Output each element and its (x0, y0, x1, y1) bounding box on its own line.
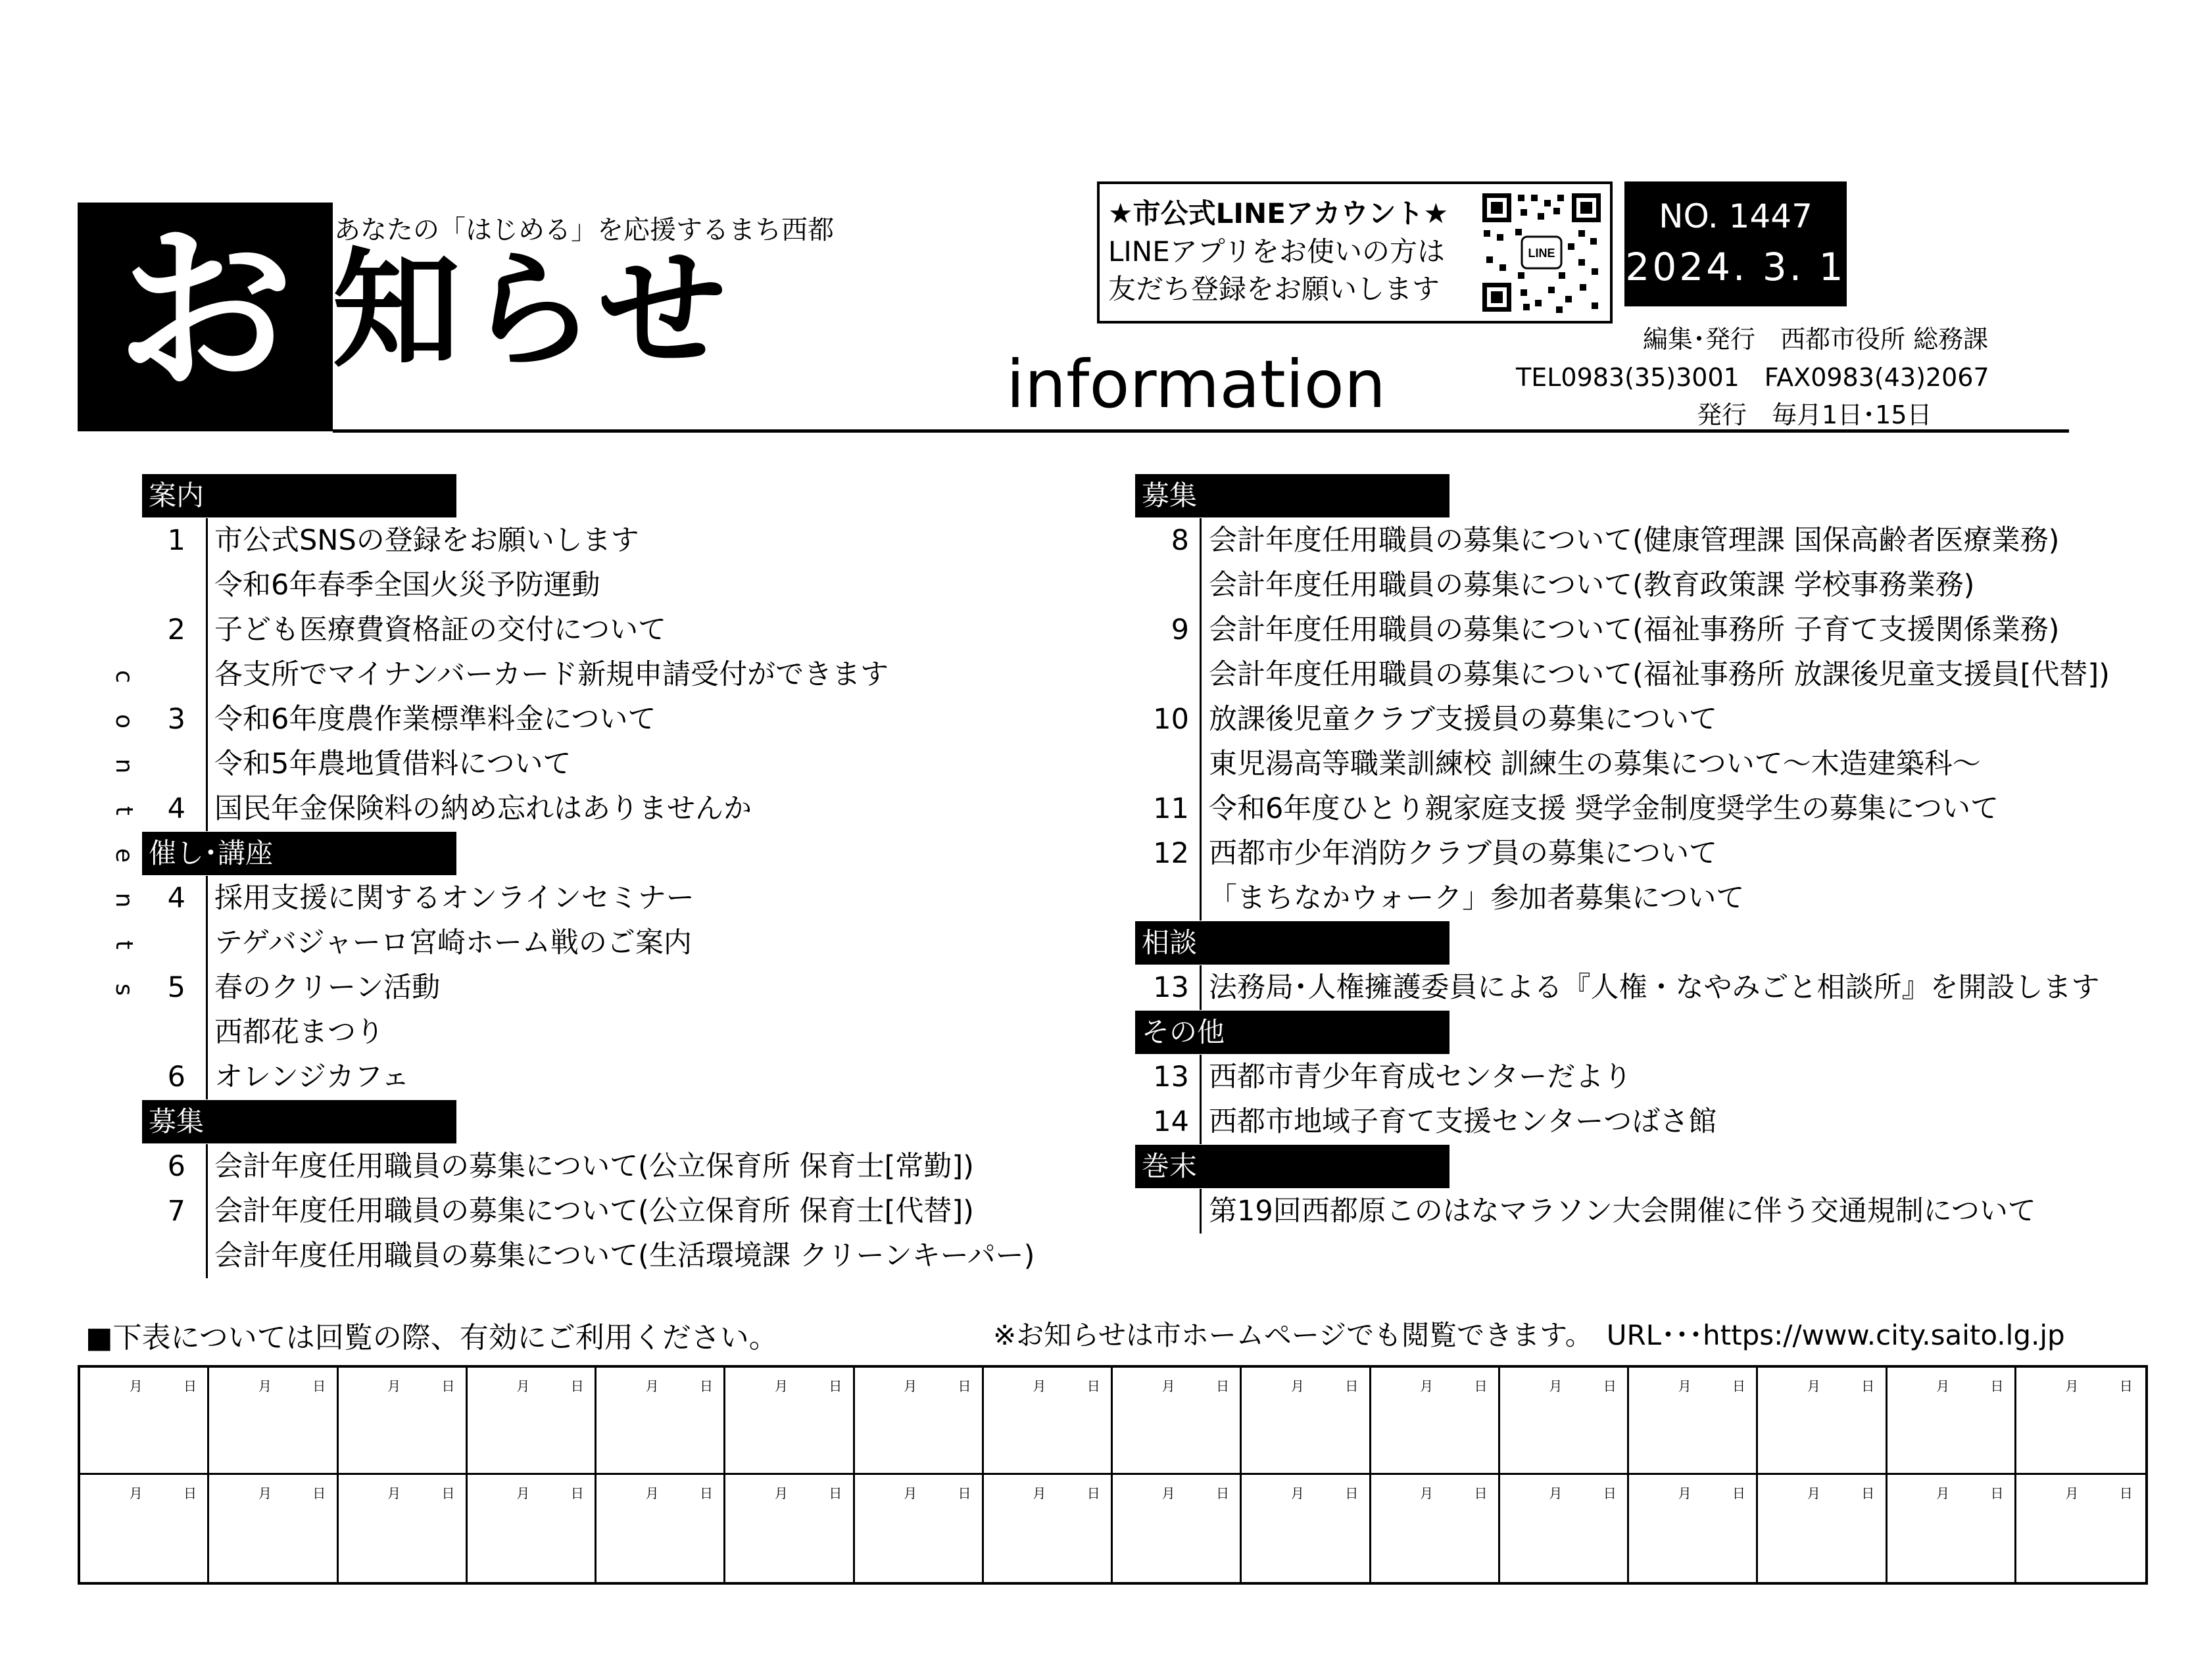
month-label: 月 (1033, 1485, 1046, 1501)
page-number: 4 (167, 882, 185, 915)
day-label: 日 (958, 1378, 971, 1394)
page-number: 4 (167, 792, 185, 825)
day-label: 日 (1861, 1378, 1875, 1394)
date-cell[interactable] (725, 1368, 854, 1475)
month-label: 月 (2065, 1485, 2079, 1501)
month-label: 月 (645, 1378, 659, 1394)
contents-divider (206, 876, 208, 1099)
month-label: 月 (1420, 1485, 1434, 1501)
page-number: 1 (167, 524, 185, 557)
contents-letter: n (110, 758, 137, 774)
month-label: 月 (1033, 1378, 1046, 1394)
month-label: 月 (1678, 1378, 1692, 1394)
month-label: 月 (516, 1378, 530, 1394)
month-label: 月 (1807, 1378, 1820, 1394)
contents-item[interactable]: 西都市地域子育て支援センターつばさ館 (1209, 1105, 1717, 1138)
month-label: 月 (774, 1378, 788, 1394)
section-heading: その他 (1135, 1011, 1449, 1054)
contents-letter: c (110, 670, 137, 683)
contents-item[interactable]: 会計年度任用職員の募集について(福祉事務所 子育て支援関係業務) (1209, 613, 2060, 646)
date-cell[interactable] (1371, 1368, 1500, 1475)
contents-item[interactable]: 東児湯高等職業訓練校 訓練生の募集について～木造建築科～ (1209, 748, 1981, 780)
month-label: 月 (387, 1378, 401, 1394)
contents-item[interactable]: 西都市青少年育成センターだより (1209, 1061, 1632, 1093)
contents-item[interactable]: 「まちなかウォーク」参加者募集について (1209, 882, 1745, 915)
month-label: 月 (1290, 1485, 1304, 1501)
contents-letter: o (110, 713, 137, 729)
day-label: 日 (1603, 1378, 1617, 1394)
section-heading: 案内 (142, 474, 456, 517)
month-label: 月 (2065, 1378, 2079, 1394)
month-label: 月 (1936, 1485, 1950, 1501)
contents-item[interactable]: 会計年度任用職員の募集について(福祉事務所 放課後児童支援員[代替]) (1209, 658, 2110, 691)
information-word: information (1006, 346, 1386, 423)
contents-item[interactable]: テゲバジャーロ宮崎ホーム戦のご案内 (214, 926, 692, 959)
day-label: 日 (1345, 1485, 1359, 1501)
day-label: 日 (570, 1378, 584, 1394)
day-label: 日 (1216, 1485, 1229, 1501)
day-label: 日 (700, 1378, 713, 1394)
circulation-date-table (78, 1365, 2148, 1585)
date-cell[interactable] (468, 1368, 597, 1475)
section-heading: 募集 (142, 1100, 456, 1143)
month-label: 月 (1161, 1378, 1175, 1394)
contents-item[interactable]: 子ども医療費資格証の交付について (214, 613, 667, 646)
line-account-title: ★市公式LINEアカウント★ (1108, 197, 1449, 229)
day-label: 日 (312, 1378, 326, 1394)
month-label: 月 (1290, 1378, 1304, 1394)
day-label: 日 (441, 1485, 455, 1501)
day-label: 日 (1474, 1485, 1488, 1501)
month-label: 月 (1549, 1378, 1563, 1394)
page-number: 14 (1153, 1105, 1189, 1138)
line-account-text-2: 友だち登録をお願いします (1108, 273, 1440, 305)
contents-item[interactable]: 西都花まつり (214, 1016, 384, 1049)
month-label: 月 (129, 1485, 143, 1501)
date-cell[interactable] (2016, 1368, 2145, 1475)
month-label: 月 (387, 1485, 401, 1501)
date-cell[interactable] (597, 1475, 725, 1582)
contents-item[interactable]: 会計年度任用職員の募集について(健康管理課 国保高齢者医療業務) (1209, 524, 2060, 557)
date-cell[interactable] (2016, 1475, 2145, 1582)
contents-item[interactable]: 会計年度任用職員の募集について(生活環境課 クリーンキーパー) (214, 1239, 1035, 1272)
date-cell[interactable] (1758, 1368, 1887, 1475)
day-label: 日 (1474, 1378, 1488, 1394)
section-heading: 催し･講座 (142, 832, 456, 875)
month-label: 月 (774, 1485, 788, 1501)
page-number: 8 (1171, 524, 1189, 557)
date-cell[interactable] (1500, 1475, 1629, 1582)
contents-item[interactable]: 令和5年農地賃借料について (214, 748, 572, 780)
month-label: 月 (129, 1378, 143, 1394)
contents-item[interactable]: 国民年金保険料の納め忘れはありませんか (214, 792, 752, 825)
day-label: 日 (1603, 1485, 1617, 1501)
issue-box (1624, 181, 1847, 306)
day-label: 日 (700, 1485, 713, 1501)
day-label: 日 (1086, 1378, 1100, 1394)
date-cell[interactable] (339, 1475, 468, 1582)
contents-item[interactable]: 各支所でマイナンバーカード新規申請受付ができます (214, 658, 889, 691)
section-heading: 巻末 (1135, 1145, 1449, 1188)
page-title: 知らせ (332, 235, 733, 385)
page-number: 7 (167, 1195, 185, 1228)
day-label: 日 (1732, 1485, 1745, 1501)
date-cell[interactable] (855, 1368, 984, 1475)
contents-item[interactable]: 放課後児童クラブ支援員の募集について (1209, 703, 1718, 736)
page-number: 3 (167, 703, 185, 736)
contents-item[interactable]: 法務局･人権擁護委員による『人権・なやみごと相談所』を開設します (1209, 971, 2100, 1004)
month-label: 月 (645, 1485, 659, 1501)
day-label: 日 (1216, 1378, 1229, 1394)
contents-item[interactable]: 会計年度任用職員の募集について(公立保育所 保育士[常勤]) (214, 1150, 974, 1183)
day-label: 日 (829, 1378, 842, 1394)
contents-item[interactable]: 会計年度任用職員の募集について(公立保育所 保育士[代替]) (214, 1195, 974, 1228)
date-cell[interactable] (1242, 1368, 1371, 1475)
page-number: 11 (1153, 792, 1189, 825)
month-label: 月 (258, 1485, 272, 1501)
date-cell[interactable] (855, 1475, 984, 1582)
month-label: 月 (1549, 1485, 1563, 1501)
day-label: 日 (1861, 1485, 1875, 1501)
day-label: 日 (1732, 1378, 1745, 1394)
contents-item[interactable]: オレンジカフェ (214, 1061, 410, 1093)
day-label: 日 (183, 1485, 197, 1501)
page-number: 6 (167, 1150, 185, 1183)
contents-letter: t (110, 805, 137, 816)
contents-letter: s (110, 983, 137, 996)
month-label: 月 (1420, 1378, 1434, 1394)
day-label: 日 (829, 1485, 842, 1501)
date-cell[interactable] (1242, 1475, 1371, 1582)
day-label: 日 (1990, 1485, 2004, 1501)
issue-number: NO. 1447 (1659, 197, 1813, 235)
month-label: 月 (258, 1378, 272, 1394)
contents-divider (1200, 1055, 1202, 1144)
page-number: 2 (167, 613, 185, 646)
date-cell[interactable] (1888, 1368, 2016, 1475)
date-cell[interactable] (1113, 1368, 1242, 1475)
contents-item[interactable]: 第19回西都原このはなマラソン大会開催に伴う交通規制について (1209, 1195, 2036, 1228)
date-cell[interactable] (339, 1368, 468, 1475)
title-first-char: お (116, 206, 294, 414)
date-cell[interactable] (468, 1475, 597, 1582)
date-cell[interactable] (1371, 1475, 1500, 1582)
day-label: 日 (2119, 1485, 2133, 1501)
day-label: 日 (958, 1485, 971, 1501)
day-label: 日 (1086, 1485, 1100, 1501)
contents-item[interactable]: 令和6年度ひとり親家庭支援 奨学金制度奨学生の募集について (1209, 792, 1999, 825)
month-label: 月 (1807, 1485, 1820, 1501)
contents-item[interactable]: 西都市少年消防クラブ員の募集について (1209, 837, 1718, 870)
day-label: 日 (1990, 1378, 2004, 1394)
day-label: 日 (570, 1485, 584, 1501)
day-label: 日 (2119, 1378, 2133, 1394)
page-number: 13 (1153, 971, 1189, 1004)
date-cell[interactable] (1500, 1368, 1629, 1475)
section-heading: 募集 (1135, 474, 1449, 517)
publication-schedule: 発行 毎月1日･15日 (1697, 400, 1932, 429)
date-cell[interactable] (209, 1475, 338, 1582)
month-label: 月 (1678, 1485, 1692, 1501)
contents-divider (206, 518, 208, 831)
contents-item[interactable]: 令和6年春季全国火災予防運動 (214, 569, 600, 602)
contents-divider (1200, 518, 1202, 921)
section-heading: 相談 (1135, 921, 1449, 965)
month-label: 月 (516, 1485, 530, 1501)
day-label: 日 (312, 1485, 326, 1501)
tagline: あなたの「はじめる」を応援するまち西都 (334, 215, 834, 245)
line-account-text-1: LINEアプリをお使いの方は (1108, 235, 1446, 268)
page-number: 12 (1153, 837, 1189, 870)
date-cell[interactable] (984, 1475, 1113, 1582)
date-cell[interactable] (1629, 1368, 1758, 1475)
qr-line-label: LINE (1528, 247, 1555, 260)
tel-fax: TEL0983(35)3001 FAX0983(43)2067 (1516, 363, 1989, 392)
day-label: 日 (441, 1378, 455, 1394)
page-number: 10 (1153, 703, 1189, 736)
contents-item[interactable]: 市公式SNSの登録をお願いします (214, 524, 639, 557)
qr-code-icon[interactable] (1480, 191, 1603, 314)
month-label: 月 (904, 1378, 917, 1394)
contents-item[interactable]: 令和6年度農作業標準料金について (214, 703, 656, 736)
date-cell[interactable] (1888, 1475, 2016, 1582)
date-cell[interactable] (1629, 1475, 1758, 1582)
contents-letter: e (110, 848, 137, 863)
contents-letter: t (110, 940, 137, 950)
date-cell[interactable] (725, 1475, 854, 1582)
page-number: 6 (167, 1061, 185, 1093)
day-label: 日 (183, 1378, 197, 1394)
date-cell[interactable] (80, 1475, 209, 1582)
date-cell[interactable] (1758, 1475, 1887, 1582)
date-cell[interactable] (597, 1368, 725, 1475)
month-label: 月 (1161, 1485, 1175, 1501)
contents-divider (206, 1144, 208, 1278)
title-first-char-box (78, 203, 333, 431)
contents-item[interactable]: 採用支援に関するオンラインセミナー (214, 882, 694, 915)
day-label: 日 (1345, 1378, 1359, 1394)
page-number: 13 (1153, 1061, 1189, 1093)
circulation-note: ■下表については回覧の際、有効にご利用ください。 (85, 1321, 778, 1355)
contents-divider (1200, 1189, 1202, 1234)
contents-letter: n (110, 892, 137, 908)
date-cell[interactable] (209, 1368, 338, 1475)
publisher: 編集･発行 西都市役所 総務課 (1643, 325, 1989, 354)
issue-date: 2024. 3. 1 (1625, 245, 1846, 289)
date-cell[interactable] (984, 1368, 1113, 1475)
contents-divider (1200, 965, 1202, 1010)
contents-item[interactable]: 春のクリーン活動 (214, 971, 441, 1004)
month-label: 月 (904, 1485, 917, 1501)
date-cell[interactable] (80, 1368, 209, 1475)
homepage-note: ※お知らせは市ホームページでも閲覧できます。 URL･･･https://www.city.saito.lg.jp (993, 1319, 2065, 1351)
page-number: 9 (1171, 613, 1189, 646)
contents-item[interactable]: 会計年度任用職員の募集について(教育政策課 学校事務業務) (1209, 569, 1975, 602)
month-label: 月 (1936, 1378, 1950, 1394)
date-cell[interactable] (1113, 1475, 1242, 1582)
page-number: 5 (167, 971, 185, 1004)
